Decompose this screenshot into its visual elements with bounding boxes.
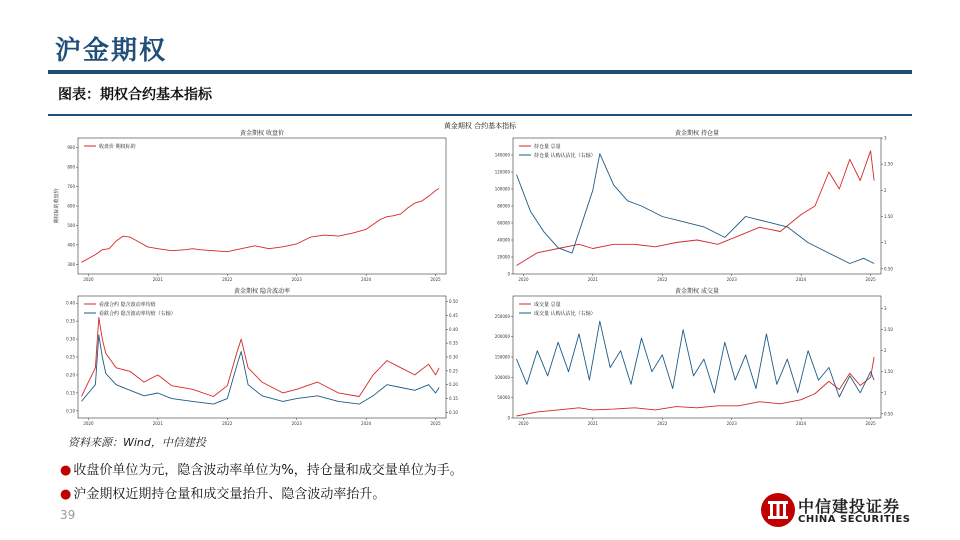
panel-title: 黄金期权 隐含波动率 xyxy=(234,288,290,295)
x-tick-label: 2022 xyxy=(657,277,668,282)
legend-label: 看涨合约 隐含波动率均值 xyxy=(99,301,156,308)
x-tick-label: 2021 xyxy=(587,421,598,426)
y-tick-label: 100000 xyxy=(494,374,510,380)
chart-panel-4 xyxy=(495,287,894,426)
y-tick-label: 0.15 xyxy=(66,390,75,396)
y-tick-label: 120000 xyxy=(494,169,510,175)
x-tick-label: 2025 xyxy=(865,421,876,426)
chart-panel-2 xyxy=(495,129,894,282)
panel-title: 黄金期权 收盘价 xyxy=(240,130,284,137)
x-tick-label: 2023 xyxy=(291,421,302,426)
legend-label: 持仓量 认购认沽比（右轴） xyxy=(534,152,596,159)
y2-tick-label: 2.50 xyxy=(884,327,893,333)
y-tick-label: 140000 xyxy=(494,152,510,158)
y-tick-label: 200000 xyxy=(494,334,510,340)
y2-tick-label: 1 xyxy=(884,390,887,396)
y2-tick-label: 0.50 xyxy=(884,266,893,272)
y-tick-label: 0.20 xyxy=(66,372,75,378)
x-tick-label: 2025 xyxy=(430,421,441,426)
x-tick-label: 2024 xyxy=(796,277,807,282)
x-tick-label: 2022 xyxy=(657,421,668,426)
page-number: 39 xyxy=(60,508,76,522)
y-tick-label: 300 xyxy=(67,261,75,267)
y2-tick-label: 2.50 xyxy=(884,161,893,167)
y2-tick-label: 1.50 xyxy=(884,213,893,219)
logo-icon xyxy=(758,490,798,530)
y-tick-label: 400 xyxy=(67,242,75,248)
y2-tick-label: 0.35 xyxy=(449,340,458,346)
y2-tick-label: 0.40 xyxy=(449,326,458,332)
bullet-2 xyxy=(60,483,385,502)
legend-label: 成交量 认购认沽比（右轴） xyxy=(534,310,596,317)
bullet-dot: ● xyxy=(60,487,72,502)
y2-tick-label: 0.50 xyxy=(449,299,458,305)
y-tick-label: 0.30 xyxy=(66,336,75,342)
x-tick-label: 2023 xyxy=(291,277,302,282)
y-tick-label: 700 xyxy=(67,184,75,190)
y2-tick-label: 0.50 xyxy=(884,411,893,417)
y-axis-label: 期权标的收盘价 xyxy=(54,188,60,224)
y2-tick-label: 2 xyxy=(884,187,887,193)
y2-tick-label: 1 xyxy=(884,240,887,246)
figure-caption: 图表：期权合约基本指标 xyxy=(58,87,212,103)
chart-panel-1 xyxy=(53,129,446,282)
y-tick-label: 20000 xyxy=(497,254,510,260)
y-tick-label: 600 xyxy=(67,203,75,209)
slide-title: 沪金期权 xyxy=(55,36,168,66)
y2-tick-label: 0.15 xyxy=(449,396,458,402)
plot-area xyxy=(78,138,446,274)
x-tick-label: 2020 xyxy=(518,421,529,426)
y-tick-label: 60000 xyxy=(497,220,510,226)
figure-suptitle: 黄金期权 合约基本指标 xyxy=(443,122,517,130)
x-tick-label: 2021 xyxy=(587,277,598,282)
y-tick-label: 0 xyxy=(507,271,510,277)
x-tick-label: 2023 xyxy=(726,277,737,282)
y-tick-label: 0.25 xyxy=(66,354,75,360)
y2-tick-label: 0.20 xyxy=(449,382,458,388)
bullet-1 xyxy=(60,459,463,478)
legend-label: 持仓量 总量 xyxy=(534,143,561,150)
y-tick-label: 0.10 xyxy=(66,408,75,414)
y-tick-label: 500 xyxy=(67,222,75,228)
x-tick-label: 2025 xyxy=(430,277,441,282)
y-tick-label: 900 xyxy=(67,145,75,151)
bullet-1-text: 收盘价单位为元，隐含波动率单位为%，持仓量和成交量单位为手。 xyxy=(73,463,463,478)
y2-tick-label: 2 xyxy=(884,348,887,354)
y-tick-label: 50000 xyxy=(497,395,510,401)
legend-label: 看跌合约 隐含波动率均值（右轴） xyxy=(99,310,176,317)
y-tick-label: 0 xyxy=(507,415,510,421)
y-tick-label: 150000 xyxy=(494,354,510,360)
x-tick-label: 2022 xyxy=(222,421,233,426)
x-tick-label: 2024 xyxy=(796,421,807,426)
y-tick-label: 800 xyxy=(67,164,75,170)
title-rule xyxy=(48,70,912,74)
bullet-2-text: 沪金期权近期持仓量和成交量抬升、隐含波动率抬升。 xyxy=(73,487,386,502)
y-tick-label: 250000 xyxy=(494,313,510,319)
y-tick-label: 40000 xyxy=(497,237,510,243)
chart-panel-3 xyxy=(66,287,458,426)
x-tick-label: 2024 xyxy=(361,277,372,282)
panel-title: 黄金期权 持仓量 xyxy=(675,130,719,137)
x-tick-label: 2020 xyxy=(83,421,94,426)
x-tick-label: 2023 xyxy=(726,421,737,426)
x-tick-label: 2022 xyxy=(222,277,233,282)
logo-text-en: CHINA SECURITIES xyxy=(798,514,911,525)
y2-tick-label: 1.50 xyxy=(884,369,893,375)
panel-title: 黄金期权 成交量 xyxy=(675,288,719,295)
x-tick-label: 2021 xyxy=(152,421,163,426)
y-tick-label: 80000 xyxy=(497,203,510,209)
bullet-dot: ● xyxy=(60,463,72,478)
y2-tick-label: 3 xyxy=(884,306,887,312)
x-tick-label: 2020 xyxy=(83,277,94,282)
legend-label: 收盘价 期权标的 xyxy=(99,143,136,150)
y-tick-label: 0.40 xyxy=(66,300,75,306)
x-tick-label: 2021 xyxy=(152,277,163,282)
x-tick-label: 2020 xyxy=(518,277,529,282)
legend-label: 成交量 总量 xyxy=(534,301,561,308)
chart-figure xyxy=(48,116,912,434)
y2-tick-label: 0.10 xyxy=(449,409,458,415)
y2-tick-label: 3 xyxy=(884,135,887,141)
y-tick-label: 100000 xyxy=(494,186,510,192)
x-tick-label: 2025 xyxy=(865,277,876,282)
x-tick-label: 2024 xyxy=(361,421,372,426)
y2-tick-label: 0.30 xyxy=(449,354,458,360)
y-tick-label: 0.35 xyxy=(66,318,75,324)
y2-tick-label: 0.45 xyxy=(449,312,458,318)
source-note: 资料来源：Wind，中信建投 xyxy=(68,436,206,449)
logo-text-cn: 中信建投证券 xyxy=(798,497,901,516)
y2-tick-label: 0.25 xyxy=(449,368,458,374)
